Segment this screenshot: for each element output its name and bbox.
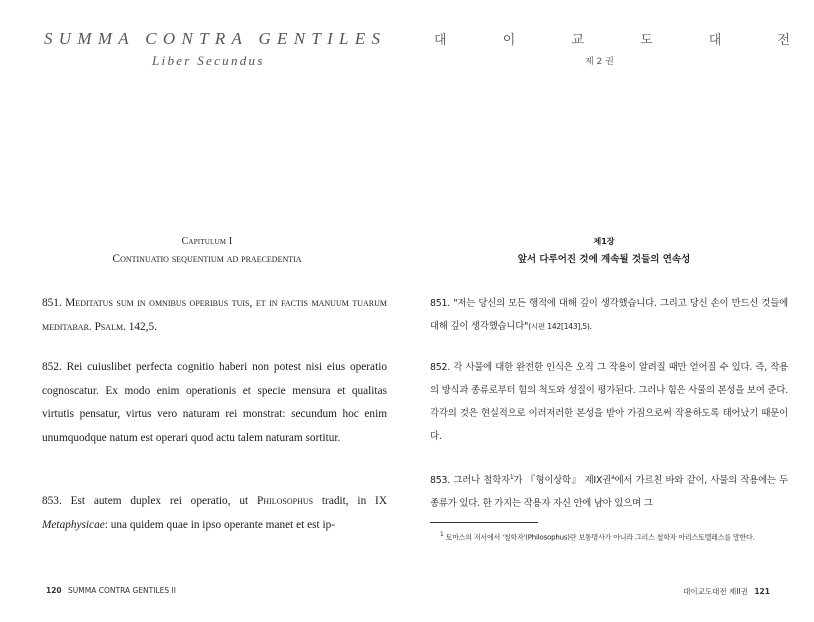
page-number: 121 — [754, 587, 770, 596]
paragraph-text: : una quidem quae in ipso operante manet et est ip- — [104, 518, 335, 531]
paragraph-853 — [430, 466, 788, 515]
paragraph-text: 853. Est autem duplex rei operatio, ut — [42, 495, 249, 507]
paragraph-text: 가 『형이상학』 제IX권 — [513, 475, 612, 487]
psalm-quote: Meditatus sum in omnibus operibus tuis, et in factis manuum tuarum meditabar. Psalm. — [42, 297, 387, 333]
footer-title: 대이교도대전 제II권 — [683, 587, 748, 596]
footnote-divider — [430, 522, 538, 523]
running-header-title: SUMMA CONTRA GENTILES — [44, 29, 387, 48]
paragraph-text: 851. "저는 당신의 모든 행적에 대해 깊이 생각했습니다. 그리고 당신 손이 만드신 것들에 대해 깊이 생각했습니다" — [430, 298, 788, 332]
header-char: 도 — [640, 33, 653, 48]
chapter-label: Capitulum I — [181, 236, 233, 247]
footnote — [430, 529, 788, 544]
endnote-ref[interactable]: a — [611, 474, 615, 481]
page-number: 120 — [46, 586, 62, 595]
running-header-subtitle: 제 2 권 — [585, 57, 614, 67]
paragraph-number: 851. — [42, 297, 62, 309]
footer-folio — [683, 586, 774, 597]
paragraph-851 — [430, 292, 788, 338]
footnote-ref[interactable]: 1 — [509, 474, 514, 481]
footnote-number: 1 — [440, 532, 444, 538]
paragraph-text: 에서 가르친 바와 같이, 사물의 작용에는 두 종류가 있다. 한 가지는 작용자 자신 안에 남아 있으며 그 — [430, 475, 788, 510]
philosophus-name: Philosophus — [257, 495, 314, 507]
header-char: 대 — [708, 33, 722, 48]
footnote-text: 토마스의 저서에서 '철학자'(Philosophus)란 보통명사가 아니라 그리스 철학자 아리스토텔레스를 말한다. — [445, 533, 755, 542]
korean-page — [414, 0, 814, 622]
chapter-title: 앞서 다루어진 것에 계속될 것들의 연속성 — [517, 254, 691, 265]
paragraph-851 — [42, 292, 387, 339]
footer-folio — [42, 586, 176, 595]
chapter-title: Continuatio sequentium ad praecedentia — [112, 253, 302, 265]
psalm-reference: 142,5. — [128, 320, 157, 333]
running-header-subtitle: Liber Secundus — [152, 53, 265, 68]
running-header-title — [434, 29, 790, 48]
paragraph-852: 852. Rei cuiuslibet perfecta cognitio haberi non potest nisi eius operatio cognoscatur. Ex modo enim operationis et specie mensura et qualitas virtutis pensatur, virtus vero naturam rei monstrat: secundum hoc enim unumquodque natum est operari quod actu talem naturam sortitur. — [42, 361, 387, 444]
psalm-reference: (시편 142[143],5). — [528, 322, 592, 331]
header-char: 교 — [571, 33, 584, 48]
paragraph-text: 853. 그러나 철학자 — [430, 475, 510, 487]
paragraph-text: tradit, in IX — [321, 495, 387, 507]
metaphysicae-title: Metaphysicae — [42, 518, 105, 531]
header-char: 대 — [434, 33, 447, 48]
header-char: 이 — [502, 33, 516, 48]
chapter-label: 제1장 — [593, 237, 615, 246]
footer-title: SUMMA CONTRA GENTILES II — [68, 586, 176, 595]
paragraph-853 — [42, 490, 387, 537]
header-char: 전 — [777, 33, 790, 48]
paragraph-852: 852. 각 사물에 대한 완전한 인식은 오직 그 작용이 알려질 때만 얻어질 수 있다. 즉, 작용의 방식과 종류로부터 힘의 척도와 성질이 평가된다. 그러나 힘은 사물의 본성을 보여 준다. 각각의 것은 현실적으로 이러저러한 본성을 받아 가짐으로써 작용하도록 태어났기 때문이다. — [430, 362, 788, 442]
